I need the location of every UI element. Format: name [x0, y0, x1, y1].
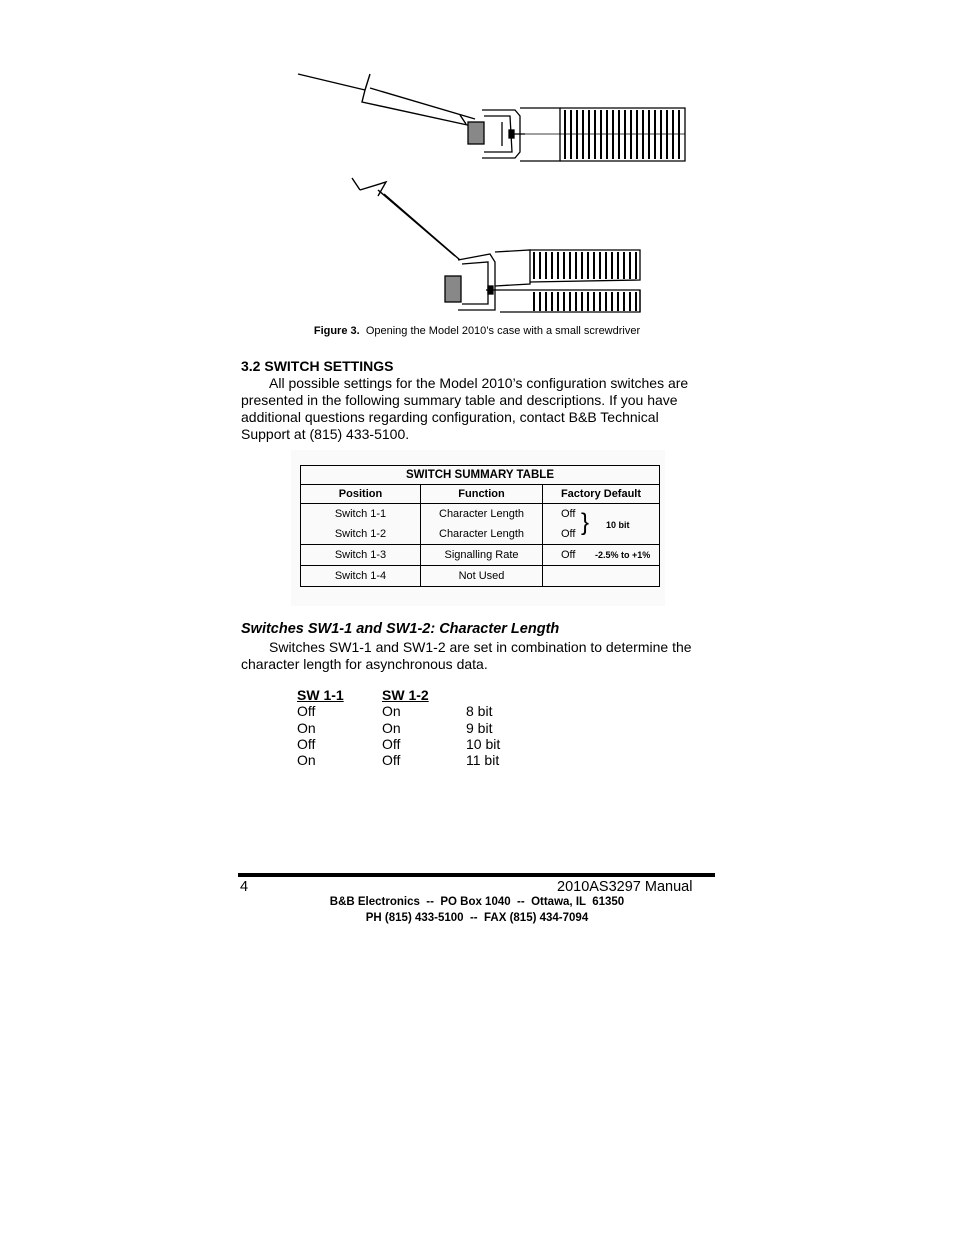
- table-cell-default-value: Off: [561, 528, 576, 540]
- table-cell-default: [543, 504, 660, 545]
- table-cell-default-value: Off: [561, 508, 576, 520]
- table-cell-position: Switch 1-4: [334, 570, 387, 582]
- list-cell: Off: [297, 735, 316, 752]
- list-cell: On: [297, 752, 316, 769]
- adapter-bottom: [445, 250, 640, 312]
- table-row: [301, 504, 660, 545]
- table-cell-default: [543, 566, 660, 587]
- list-cell: 8 bit: [466, 703, 493, 720]
- list-cell: 9 bit: [466, 719, 493, 736]
- switch-summary-table: [300, 465, 660, 587]
- brace-note: 10 bit: [606, 520, 630, 530]
- table-cell-function: Signalling Rate: [444, 549, 519, 561]
- list-cell: On: [297, 719, 316, 736]
- table-row: [301, 545, 660, 566]
- table-cell-position: Switch 1-2: [334, 528, 387, 540]
- rate-note: -2.5% to +1%: [595, 550, 651, 560]
- list-header-sw1-1: SW 1-1: [297, 687, 344, 703]
- table-cell-default: [543, 545, 660, 566]
- list-cell: On: [382, 719, 401, 736]
- list-cell: Off: [382, 752, 401, 769]
- list-cell: On: [382, 703, 401, 720]
- figure-caption-text: Opening the Model 2010’s case with a small screwdriver: [365, 325, 641, 337]
- list-cell: Off: [382, 735, 401, 752]
- screwdriver-top: [298, 74, 475, 126]
- table-title: SWITCH SUMMARY TABLE: [301, 466, 660, 485]
- screwdriver-bottom: [352, 178, 460, 260]
- figure-caption-label: Figure 3.: [313, 325, 360, 337]
- brace-mark: }: [581, 509, 590, 536]
- table-cell-function: Not Used: [458, 570, 505, 582]
- switch-summary-table-image: [291, 450, 665, 606]
- table-cell-default-value: Off: [561, 549, 576, 561]
- table-cell-position: Switch 1-1: [334, 508, 387, 520]
- figure-3-drawing: [290, 64, 690, 322]
- footer-rule: [238, 873, 715, 877]
- list-cell: Off: [297, 703, 316, 720]
- table-cell-function: Character Length: [439, 528, 524, 540]
- footer-address: B&B Electronics -- PO Box 1040 -- Ottawa, IL 61350: [329, 896, 625, 908]
- manual-title: 2010AS3297 Manual: [557, 879, 693, 895]
- list-header-sw1-2: SW 1-2: [382, 687, 429, 703]
- adapter-top-ribs: [565, 110, 679, 159]
- section-paragraph: All possible settings for the Model 2010’s configuration switches are presented in the following summary table and descriptions. If you have additional questions regarding configuration, contact B&B Technical Support at (815) 433-5100.: [241, 375, 689, 442]
- list-cell: 11 bit: [466, 752, 500, 769]
- footer-phone: PH (815) 433-5100 -- FAX (815) 434-7094: [365, 912, 589, 924]
- table-row: [301, 566, 660, 587]
- table-header-default: Factory Default: [543, 485, 660, 504]
- table-cell-function: Character Length: [439, 508, 524, 520]
- figure-caption: [0, 325, 954, 337]
- subsection-title: Switches SW1-1 and SW1-2: Character Length: [241, 621, 560, 637]
- page-number: 4: [240, 879, 249, 895]
- subsection-paragraph: Switches SW1-1 and SW1-2 are set in combination to determine the character length for asynchronous data.: [241, 639, 692, 672]
- table-header-function: Function: [421, 485, 543, 504]
- table-header-position: Position: [301, 485, 421, 504]
- list-cell: 10 bit: [466, 735, 501, 752]
- section-title: 3.2 SWITCH SETTINGS: [241, 358, 394, 374]
- table-cell-position: Switch 1-3: [334, 549, 387, 561]
